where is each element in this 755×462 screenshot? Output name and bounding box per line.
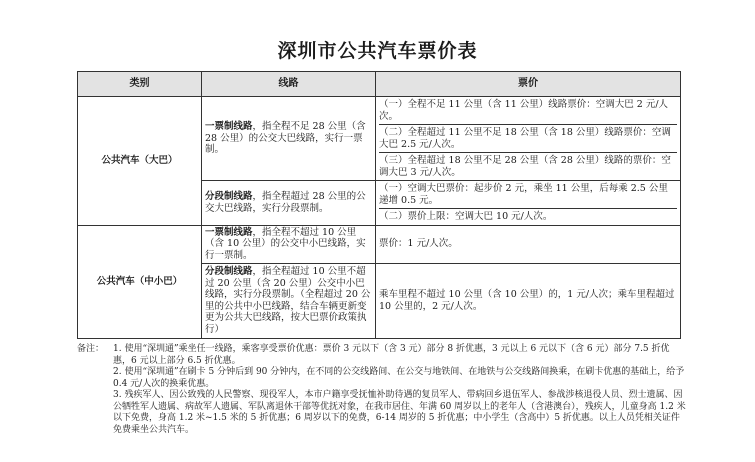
fare-line: （一）空调大巴票价：起步价 2 元，乘坐 11 公里，后每乘 2.5 公里递增 0.5 元。 [379,183,668,206]
notes-section [77,344,687,436]
fare-small-flat: 票价：1 元/人次。 [376,225,681,263]
route-small-flat [202,225,376,263]
route-type-label: 分段制线路 [205,266,253,278]
table-row [78,225,681,263]
route-type-label: 一票制线路 [205,226,253,238]
header-category: 类别 [78,72,202,97]
fare-line: （二）票价上限：空调大巴 10 元/人次。 [379,208,677,225]
fare-small-segment: 乘车里程不超过 10 公里（含 10 公里）的，1 元/人次；乘车里程超过 10 公里的，2 元/人次。 [376,263,681,339]
route-description: ，指全程不超过 10 公里（含 10 公里）的公交中小巴线路，实行一票制。 [205,226,366,261]
fare-line: （一）全程不足 11 公里（含 11 公里）线路票价：空调大巴 2 元/人次。 [379,99,669,122]
table-header-row [78,72,681,97]
fare-large-flat [376,97,681,181]
category-small-bus: 公共汽车（中小巴） [78,225,202,339]
header-route: 线路 [202,72,376,97]
category-large-bus: 公共汽车（大巴） [78,97,202,226]
notes-label: 备注： [77,344,105,354]
route-large-segment [202,181,376,226]
route-description: ，指全程不足 28 公里（含 28 公里）的公交大巴线路，实行一票制。 [205,121,366,156]
fare-large-segment [376,181,681,226]
page-title: 深圳市公共汽车票价表 [277,40,478,62]
route-small-segment [202,263,376,339]
route-type-label: 一票制线路 [205,121,253,133]
note-item: 3. 残疾军人、因公致残的人民警察、现役军人，本市户籍享受抚恤补助待遇的复员军人、带病回乡退伍军人、参战涉核退役人员、烈士遗属、因公牺牲军人遗属、病故军人遗属、军队离退休干部等优抚对象，在我市居住、年满 60 周岁以上的老年人（含港澳台），残疾人，儿童身高 1.2 米以下免费，身高 1.2 米~1.5 米的 5 折优惠；6 周岁以下的免费，6-14 周岁的 5 折优惠；中小学生（含高中）5 折优惠。以上人员凭相关证件免费乘坐公共汽车。 [113,390,686,435]
fare-table [77,71,681,339]
route-description: ，指全程超过 28 公里的公交大巴线路，实行分段票制。 [205,191,366,214]
fare-line: （三）全程超过 18 公里不足 28 公里（含 28 公里）线路的票价：空调大巴 3 元/人次。 [379,152,677,180]
note-item: 2. 使用“深圳通”在刷卡 5 分钟后到 90 分钟内，在不同的公交线路间、在公交与地铁间、在地铁与公交线路间换乘，在刷卡优惠的基础上，给予 0.4 元/人次的换乘优惠。 [113,367,685,389]
table-row [78,97,681,181]
route-large-flat [202,97,376,181]
header-fare: 票价 [376,72,681,97]
fare-line: （二）全程超过 11 公里不足 18 公里（含 18 公里）线路票价：空调大巴 2.5 元/人次。 [379,124,677,152]
note-item: 1. 使用“深圳通”乘坐任一线路，乘客享受票价优惠：票价 3 元以下（含 3 元）部分 8 折优惠，3 元以上 6 元以下（含 6 元）部分 7.5 折优惠，6 元以上部分 6.5 折优惠。 [113,344,670,366]
route-description: ，指全程超过 10 公里不超过 20 公里（含 20 公里）公交中小巴线路，实行分段票制。（全程超过 20 公里的公共中小巴线路，结合车辆更新变更为公共大巴线路，按大巴票价政策执行） [205,266,371,335]
route-type-label: 分段制线路 [205,191,253,203]
